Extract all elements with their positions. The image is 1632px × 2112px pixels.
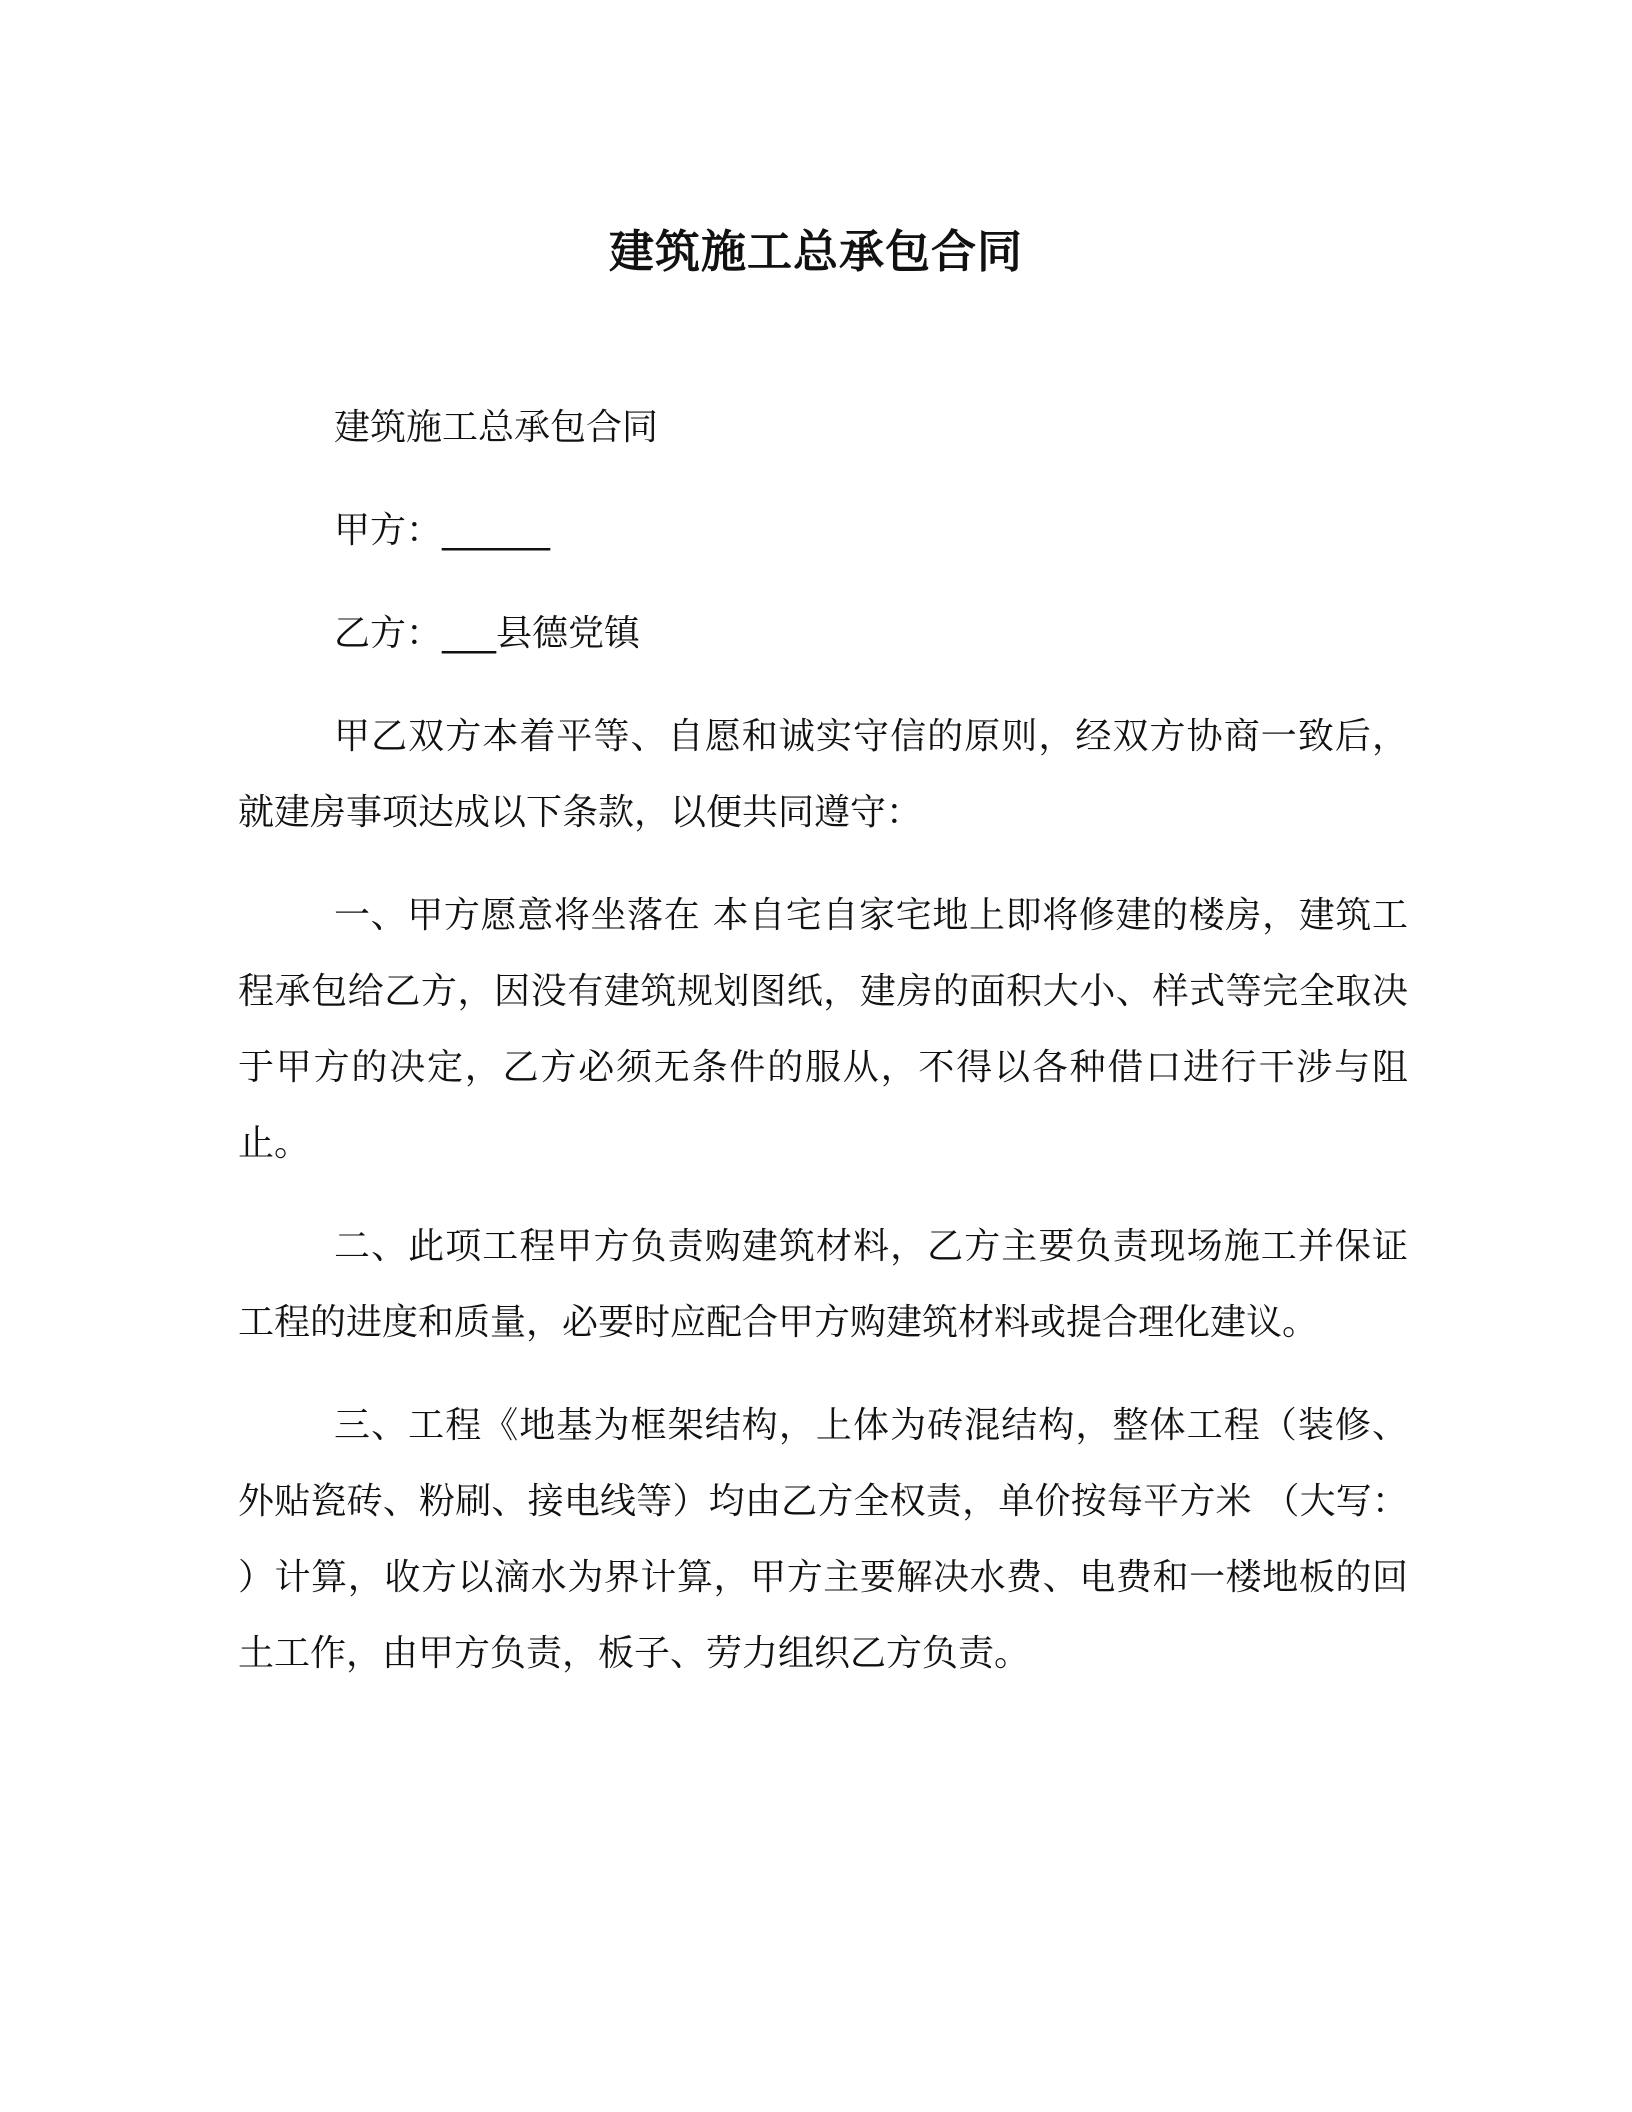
party-b-line: 乙方：___县德党镇	[334, 613, 641, 654]
document-body	[238, 390, 1408, 1719]
party-a-line: 甲方：______	[334, 510, 551, 551]
document-title: 建筑施工总承包合同	[608, 225, 1023, 278]
clause-1-paragraph: 一、甲方愿意将坐落在 本自宅自家宅地上即将修建的楼房，建筑工程承包给乙方，因没有建筑规划图纸，建房的面积大小、样式等完全取决于甲方的决定，乙方必须无条件的服从，不得以各种借口进行干涉与阻止。	[238, 895, 1408, 1164]
clause-3-paragraph: 三、工程《地基为框架结构，上体为砖混结构，整体工程（装修、外贴瓷砖、粉刷、接电线等）均由乙方全权责，单价按每平方米 （大写： ）计算，收方以滴水为界计算，甲方主要解决水费、电费和一楼地板的回土工作，由甲方负责，板子、劳力组织乙方负责。	[238, 1405, 1408, 1674]
preamble-paragraph: 甲乙双方本着平等、自愿和诚实守信的原则，经双方协商一致后，就建房事项达成以下条款，以便共同遵守：	[238, 716, 1408, 833]
clause-2-paragraph: 二、此项工程甲方负责购建筑材料，乙方主要负责现场施工并保证工程的进度和质量，必要时应配合甲方购建筑材料或提合理化建议。	[238, 1226, 1408, 1343]
contract-subtitle: 建筑施工总承包合同	[334, 407, 659, 448]
